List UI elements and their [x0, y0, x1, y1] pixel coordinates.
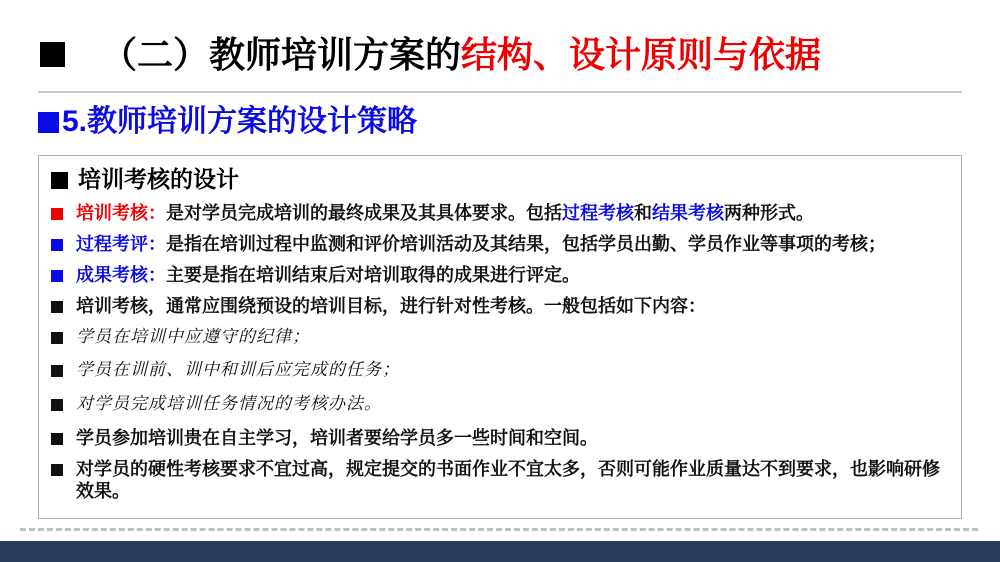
row-segment: 培训考核，通常应围绕预设的培训目标，进行针对性考核。一般包括如下内容：	[76, 295, 706, 316]
row-segment: 主要是指在培训结束后对培训取得的成果进行评定。	[166, 264, 580, 285]
row-segment: 和	[634, 202, 652, 223]
row-text	[76, 360, 400, 381]
row-bullet-icon	[51, 239, 63, 251]
panel-row	[51, 394, 949, 415]
row-text	[76, 265, 580, 287]
title-prefix: （二）教师培训方案的	[101, 34, 462, 75]
panel-heading	[51, 167, 949, 192]
subtitle-bullet-icon	[38, 112, 59, 133]
row-bullet-icon	[51, 270, 63, 282]
panel-row	[51, 296, 949, 318]
row-segment: 过程考核	[562, 202, 634, 223]
panel-row	[51, 360, 949, 381]
panel-row	[51, 203, 949, 225]
row-segment: 结果考核	[652, 202, 724, 223]
row-bullet-icon	[51, 365, 63, 377]
row-segment: 是对学员完成培训的最终成果及其具体要求。包括	[166, 202, 562, 223]
panel-rows	[49, 203, 949, 503]
row-segment: 学员在训前、训中和训后应完成的任务；	[76, 360, 400, 380]
row-segment: 两种形式。	[724, 202, 814, 223]
panel-row	[51, 327, 949, 348]
panel-row	[51, 234, 949, 256]
subtitle	[38, 104, 1000, 140]
row-bullet-icon	[51, 399, 63, 411]
row-bullet-icon	[51, 208, 63, 220]
panel-heading-text: 培训考核的设计	[78, 166, 239, 193]
row-segment: 对学员完成培训任务情况的考核办法。	[76, 393, 382, 413]
row-text	[76, 428, 598, 450]
section-divider	[38, 91, 962, 93]
subtitle-text: 5.教师培训方案的设计策略	[62, 105, 418, 139]
row-segment: 学员在培训中应遵守的纪律；	[76, 326, 310, 346]
row-segment: 是指在培训过程中监测和评价培训活动及其结果，包括学员出勤、学员作业等事项的考核；	[166, 233, 886, 254]
row-bullet-icon	[51, 464, 63, 476]
row-text	[76, 234, 886, 256]
title-highlight: 结构、设计原则与依据	[461, 34, 822, 75]
panel-row	[51, 265, 949, 287]
footer-bar	[0, 541, 1000, 562]
panel-heading-bullet-icon	[51, 172, 68, 189]
panel-row	[51, 459, 949, 503]
row-bullet-icon	[51, 433, 63, 445]
panel-row	[51, 428, 949, 450]
row-segment: 学员参加培训贵在自主学习，培训者要给学员多一些时间和空间。	[76, 427, 598, 448]
row-segment: 过程考评：	[76, 233, 166, 254]
row-segment: 对学员的硬性考核要求不宜过高，规定提交的书面作业不宜太多，否则可能作业质量达不到要求，也影响研修效果。	[76, 458, 940, 501]
row-text	[76, 394, 382, 415]
dashed-separator	[20, 528, 978, 531]
row-bullet-icon	[51, 332, 63, 344]
row-text	[76, 459, 949, 503]
row-segment: 成果考核：	[76, 264, 166, 285]
row-text	[76, 296, 706, 318]
title-bullet-icon	[40, 42, 65, 67]
row-segment: 培训考核：	[76, 202, 166, 223]
row-text	[76, 327, 310, 348]
slide-title	[0, 0, 1000, 75]
row-text	[76, 203, 814, 225]
title-text	[101, 34, 821, 75]
row-bullet-icon	[51, 301, 63, 313]
content-panel	[38, 155, 962, 518]
